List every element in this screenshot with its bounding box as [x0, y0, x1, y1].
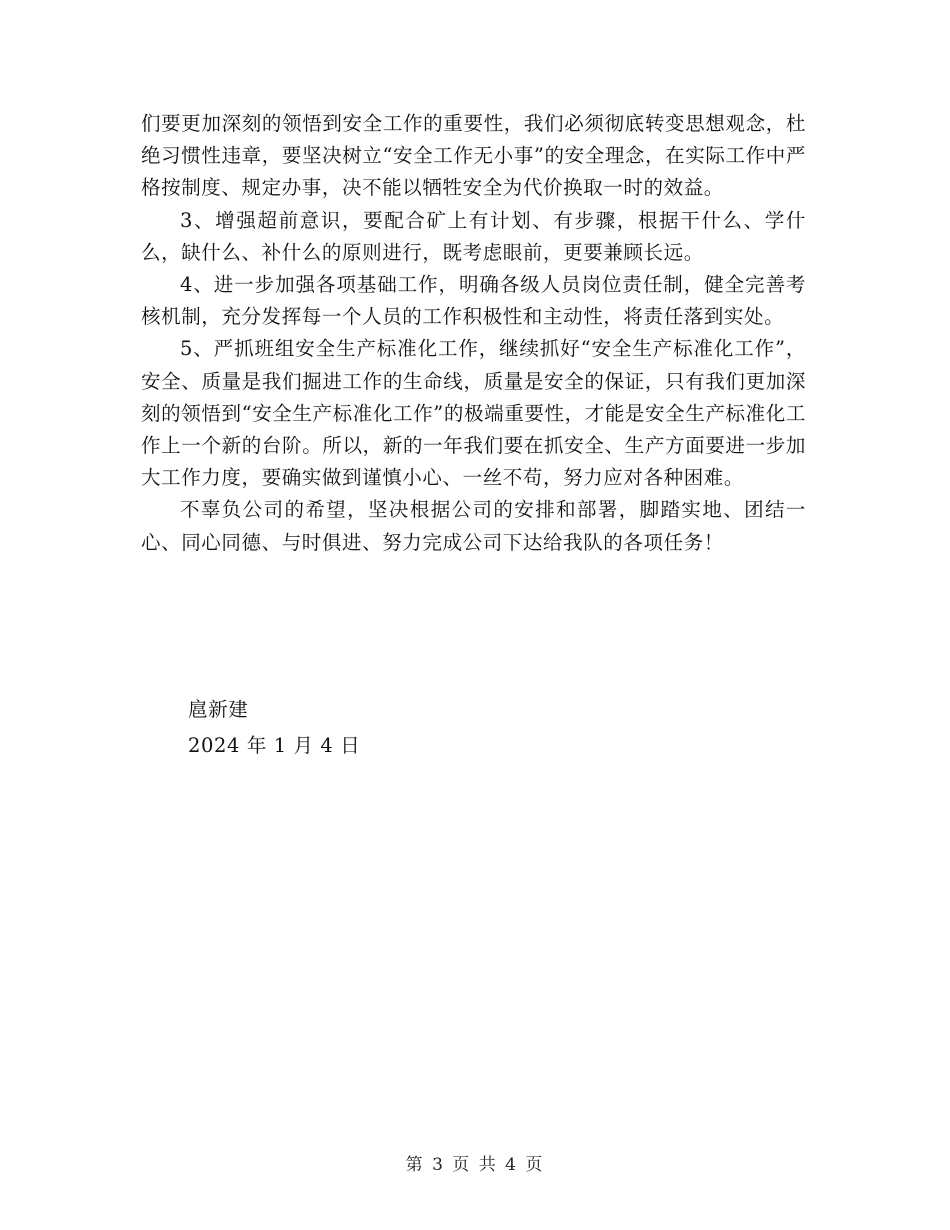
paragraph-closing: 不辜负公司的希望，坚决根据公司的安排和部署，脚踏实地、团结一心、同心同德、与时俱进、努力完成公司下达给我队的各项任务！	[141, 498, 806, 554]
paragraph-item-3: 3、增强超前意识，要配合矿上有计划、有步骤，根据干什么、学什么，缺什么、补什么的原则进行，既考虑眼前，更要兼顾长远。	[141, 208, 806, 264]
signature-name: 扈新建	[188, 698, 249, 721]
signature-date: 2024 年 1 月 4 日	[188, 734, 361, 757]
paragraph-item-4: 4、进一步加强各项基础工作，明确各级人员岗位责任制，健全完善考核机制，充分发挥每一个人员的工作积极性和主动性，将责任落到实处。	[141, 273, 806, 329]
page-number-footer: 第 3 页 共 4 页	[405, 1155, 545, 1175]
paragraph-continuation: 们要更加深刻的领悟到安全工作的重要性，我们必须彻底转变思想观念，杜绝习惯性违章，要坚决树立“安全工作无小事”的安全理念，在实际工作中严格按制度、规定办事，决不能以牺牲安全为代价换取一时的效益。	[141, 112, 806, 200]
document-body	[141, 108, 806, 559]
paragraph-item-5: 5、严抓班组安全生产标准化工作，继续抓好“安全生产标准化工作”，安全、质量是我们掘进工作的生命线，质量是安全的保证，只有我们更加深刻的领悟到“安全生产标准化工作”的极端重要性，才能是安全生产标准化工作上一个新的台阶。所以，新的一年我们要在抓安全、生产方面要进一步加大工作力度，要确实做到谨慎小心、一丝不苟，努力应对各种困难。	[141, 337, 806, 490]
